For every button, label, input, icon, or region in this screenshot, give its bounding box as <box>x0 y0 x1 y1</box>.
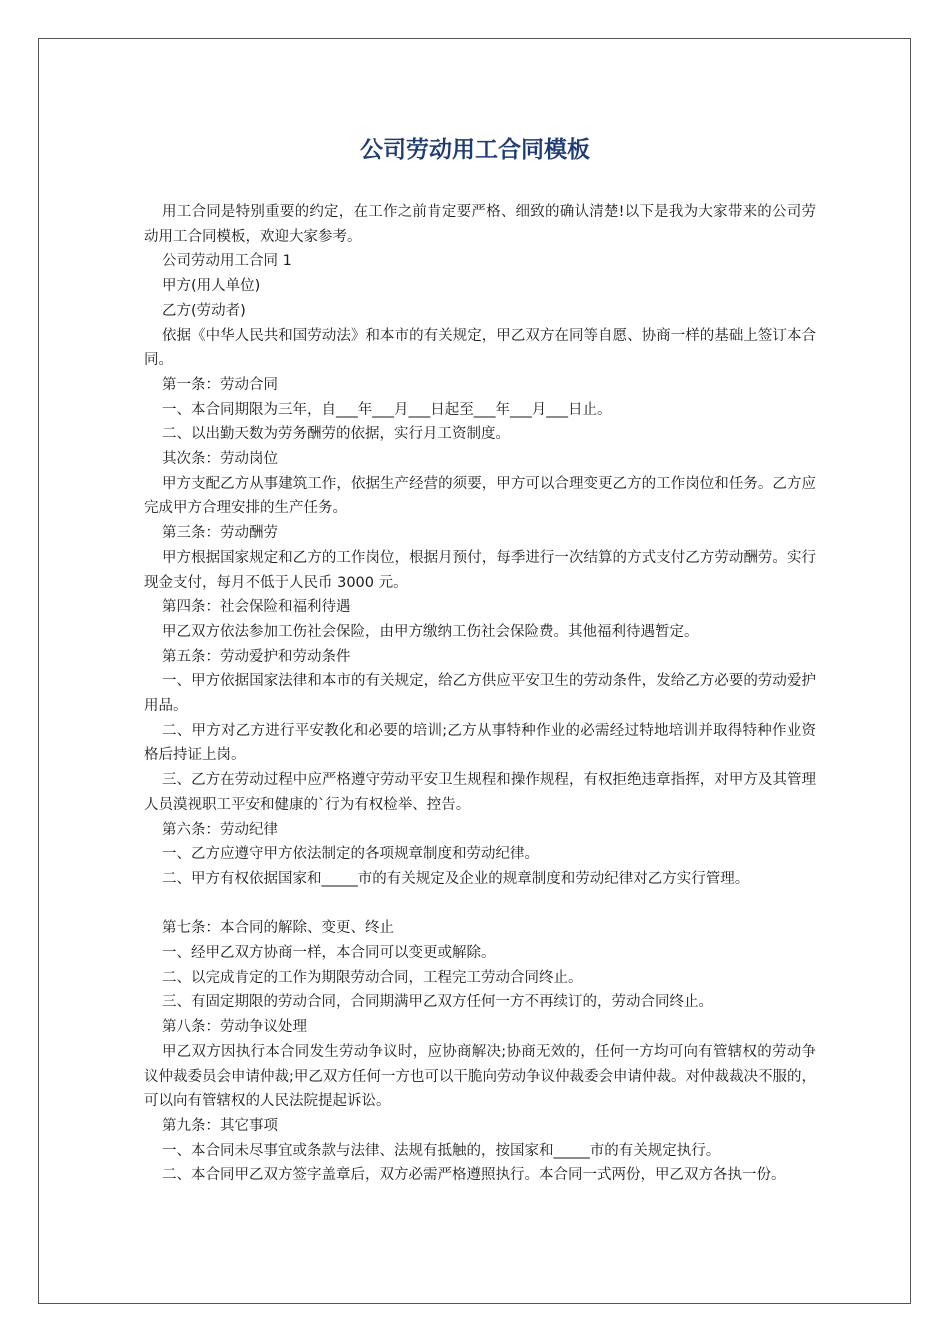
article-1-item-1: 一、本合同期限为三年，自___年___月___日起至___年___月___日止。 <box>162 401 612 418</box>
article-9-heading: 第九条：其它事项 <box>162 1118 278 1134</box>
paragraph-party-a: 甲方(用人单位) <box>162 278 261 295</box>
blank-line <box>144 892 816 917</box>
article-6-item-1: 一、乙方应遵守甲方依法制定的各项规章制度和劳动纪律。 <box>162 846 539 863</box>
paragraph-basis: 依据《中华人民共和国劳动法》和本市的有关规定，甲乙双方在同等自愿、协商一样的基础上签订本合同。 <box>144 327 816 369</box>
article-7-item-3: 三、有固定期限的劳动合同，合同期满甲乙双方任何一方不再续订的，劳动合同终止。 <box>162 994 713 1011</box>
article-4-heading: 第四条：社会保险和福利待遇 <box>162 599 351 616</box>
article-5-item-3: 三、乙方在劳动过程中应严格遵守劳动平安卫生规程和操作规程，有权拒绝违章指挥，对甲方及其管理人员漠视职工平安和健康的`行为有权检举、控告。 <box>144 772 816 813</box>
article-1-heading: 第一条：劳动合同 <box>162 376 278 393</box>
article-9-item-1: 一、本合同未尽事宜或条款与法律、法规有抵触的，按国家和_____市的有关规定执行。 <box>162 1142 721 1159</box>
article-5-item-1: 一、甲方依据国家法律和本市的有关规定，给乙方供应平安卫生的劳动条件，发给乙方必要的劳动爱护用品。 <box>144 673 816 715</box>
article-2-body: 甲方支配乙方从事建筑工作，依据生产经营的须要，甲方可以合理变更乙方的工作岗位和任务。乙方应完成甲方合理安排的生产任务。 <box>144 475 816 517</box>
article-6-item-2: 二、甲方有权依据国家和_____市的有关规定及企业的规章制度和劳动纪律对乙方实行管理。 <box>162 870 750 887</box>
document-body <box>144 200 816 1188</box>
article-4-body: 甲乙双方依法参加工伤社会保险，由甲方缴纳工伤社会保险费。其他福利待遇暂定。 <box>162 623 699 640</box>
article-9-item-2: 二、本合同甲乙双方签字盖章后，双方必需严格遵照执行。本合同一式两份，甲乙双方各执一份。 <box>162 1167 786 1184</box>
article-8-heading: 第八条：劳动争议处理 <box>162 1019 307 1036</box>
article-5-item-2: 二、甲方对乙方进行平安教化和必要的培训;乙方从事特种作业的必需经过特地培训并取得特种作业资格后持证上岗。 <box>144 722 816 764</box>
article-7-heading: 第七条：本合同的解除、变更、终止 <box>162 920 394 937</box>
paragraph-contract-heading: 公司劳动用工合同 1 <box>162 253 292 270</box>
article-7-item-2: 二、以完成肯定的工作为期限劳动合同，工程完工劳动合同终止。 <box>162 969 583 986</box>
article-1-item-2: 二、以出勤天数为劳务酬劳的依据，实行月工资制度。 <box>162 426 510 443</box>
article-8-body: 甲乙双方因执行本合同发生劳动争议时，应协商解决;协商无效的，任何一方均可向有管辖权的劳动争议仲裁委员会申请仲裁;甲乙双方任何一方也可以干脆向劳动争议仲裁委会申请仲裁。对仲裁裁决不服的，可以向有管辖权的人民法院提起诉讼。 <box>144 1043 816 1110</box>
document-title: 公司劳动用工合同模板 <box>360 137 590 163</box>
article-2-heading: 其次条：劳动岗位 <box>162 451 278 468</box>
article-3-body: 甲方根据国家规定和乙方的工作岗位，根据月预付，每季进行一次结算的方式支付乙方劳动酬劳。实行现金支付，每月不低于人民币 3000 元。 <box>144 549 816 591</box>
article-7-item-1: 一、经甲乙双方协商一样，本合同可以变更或解除。 <box>162 945 496 962</box>
article-3-heading: 第三条：劳动酬劳 <box>162 525 278 542</box>
paragraph-party-b: 乙方(劳动者) <box>162 302 246 319</box>
article-6-heading: 第六条：劳动纪律 <box>162 821 278 838</box>
paragraph-intro: 用工合同是特别重要的约定，在工作之前肯定要严格、细致的确认清楚!以下是我为大家带来的公司劳动用工合同模板，欢迎大家参考。 <box>144 204 816 245</box>
article-5-heading: 第五条：劳动爱护和劳动条件 <box>162 648 351 665</box>
